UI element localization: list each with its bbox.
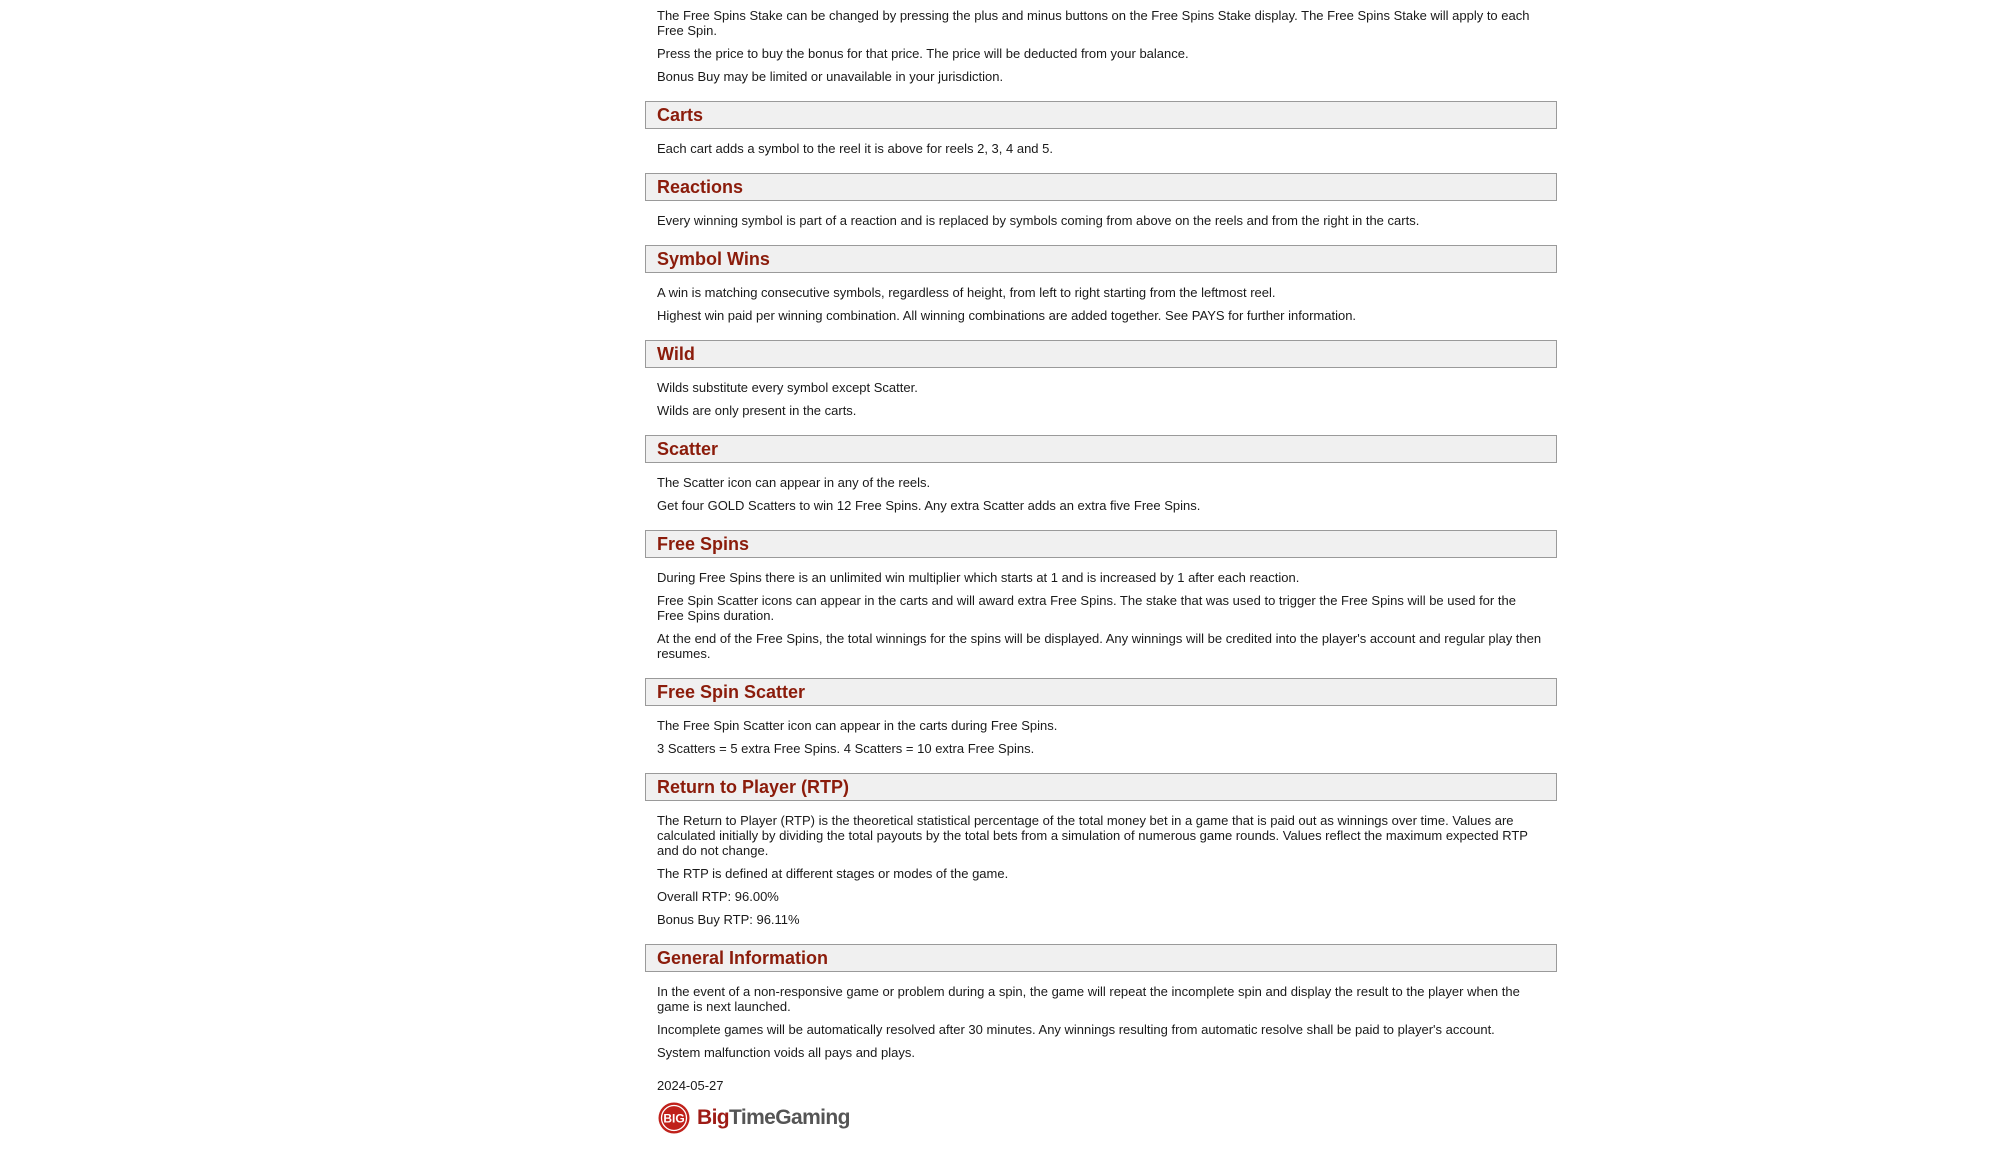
- section-header: [645, 944, 1557, 972]
- section-paragraph: The Free Spin Scatter icon can appear in the carts during Free Spins.: [657, 718, 1058, 733]
- section-title: Wild: [657, 343, 695, 364]
- section-header: [645, 173, 1557, 201]
- section-title: Carts: [657, 104, 704, 125]
- intro-paragraph: Press the price to buy the bonus for that price. The price will be deducted from your balance.: [657, 46, 1189, 61]
- rules-section: [645, 173, 1557, 228]
- section-title: Free Spin Scatter: [657, 681, 806, 702]
- section-paragraph: Overall RTP: 96.00%: [657, 889, 779, 904]
- section-header: [645, 340, 1557, 368]
- release-date: 2024-05-27: [657, 1078, 724, 1093]
- rules-section: [645, 340, 1557, 418]
- rules-section: [645, 435, 1557, 513]
- section-paragraph: The Return to Player (RTP) is the theoretical statistical percentage of the total money bet in a game that is paid out as winnings over time. Values are calculated initially by dividing the total payouts by the total bets from a simulation of numerous game rounds. Values reflect the maximum expected RTP and do not change.: [657, 813, 1528, 858]
- section-paragraph: Wilds substitute every symbol except Scatter.: [657, 380, 918, 395]
- intro-block: [645, 8, 1557, 84]
- rules-sections: [645, 101, 1557, 1060]
- intro-paragraph: Bonus Buy may be limited or unavailable in your jurisdiction.: [657, 69, 1004, 84]
- section-paragraph: A win is matching consecutive symbols, regardless of height, from left to right starting from the leftmost reel.: [657, 285, 1276, 300]
- section-paragraph: Each cart adds a symbol to the reel it is above for reels 2, 3, 4 and 5.: [657, 141, 1053, 156]
- rules-content: [645, 8, 1557, 1135]
- section-title: Symbol Wins: [657, 248, 770, 269]
- section-title: Free Spins: [657, 533, 750, 554]
- section-paragraph: In the event of a non-responsive game or problem during a spin, the game will repeat the incomplete spin and display the result to the player when the game is next launched.: [657, 984, 1520, 1014]
- section-paragraph: 3 Scatters = 5 extra Free Spins. 4 Scatters = 10 extra Free Spins.: [657, 741, 1035, 756]
- rules-section: [645, 678, 1557, 756]
- section-header: [645, 678, 1557, 706]
- section-paragraph: During Free Spins there is an unlimited win multiplier which starts at 1 and is increased by 1 after each reaction.: [657, 570, 1300, 585]
- rules-section: [645, 530, 1557, 661]
- section-paragraph: Wilds are only present in the carts.: [657, 403, 857, 418]
- section-title: Return to Player (RTP): [657, 776, 850, 797]
- big-time-gaming-logo: [645, 1101, 1557, 1135]
- logo-word-big: Big: [697, 1106, 730, 1129]
- logo-badge-text: BIG: [663, 1111, 685, 1126]
- section-title: Scatter: [657, 438, 719, 459]
- section-paragraph: At the end of the Free Spins, the total winnings for the spins will be displayed. Any winnings will be credited into the player's account and regular play then resumes.: [657, 631, 1542, 661]
- section-paragraph: Bonus Buy RTP: 96.11%: [657, 912, 800, 927]
- section-header: [645, 101, 1557, 129]
- section-paragraph: Free Spin Scatter icons can appear in the carts and will award extra Free Spins. The stake that was used to trigger the Free Spins will be used for the Free Spins duration.: [657, 593, 1516, 623]
- section-paragraph: The Scatter icon can appear in any of the reels.: [657, 475, 931, 490]
- rules-section: [645, 944, 1557, 1060]
- section-paragraph: Every winning symbol is part of a reaction and is replaced by symbols coming from above on the reels and from the right in the carts.: [657, 213, 1420, 228]
- section-paragraph: Get four GOLD Scatters to win 12 Free Spins. Any extra Scatter adds an extra five Free Spins.: [657, 498, 1201, 513]
- intro-paragraph: The Free Spins Stake can be changed by pressing the plus and minus buttons on the Free Spins Stake display. The Free Spins Stake will apply to each Free Spin.: [657, 8, 1530, 38]
- section-header: [645, 245, 1557, 273]
- rules-section: [645, 773, 1557, 927]
- big-badge-icon: [657, 1101, 691, 1135]
- rules-section: [645, 101, 1557, 156]
- rules-section: [645, 245, 1557, 323]
- section-paragraph: The RTP is defined at different stages or modes of the game.: [657, 866, 1009, 881]
- section-paragraph: Incomplete games will be automatically resolved after 30 minutes. Any winnings resulting from automatic resolve shall be paid to player's account.: [657, 1022, 1495, 1037]
- logo-wordmark: [697, 1106, 850, 1130]
- section-header: [645, 530, 1557, 558]
- section-header: [645, 773, 1557, 801]
- section-paragraph: Highest win paid per winning combination. All winning combinations are added together. See PAYS for further information.: [657, 308, 1357, 323]
- logo-word-timegaming: TimeGaming: [729, 1106, 850, 1129]
- section-header: [645, 435, 1557, 463]
- section-title: General Information: [657, 947, 829, 968]
- section-paragraph: System malfunction voids all pays and plays.: [657, 1045, 915, 1060]
- section-title: Reactions: [657, 176, 744, 197]
